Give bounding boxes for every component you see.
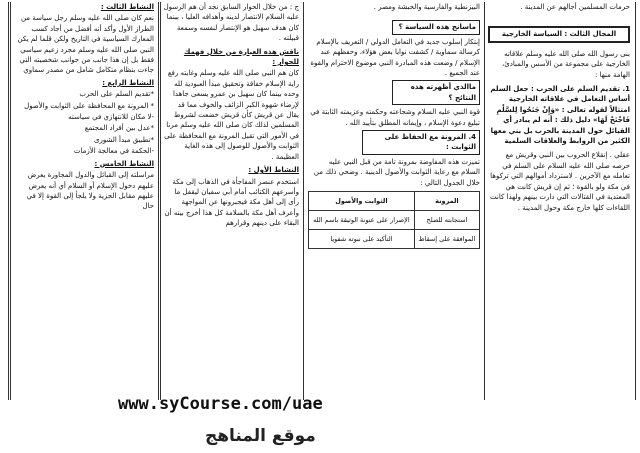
section-heading: 4. المرونة مع الحفاظ على الثوابت : [362,130,480,155]
table-header: الثوابت والأصول [309,192,415,211]
document-sheet [8,2,636,400]
text-line: حرمات المسلمين أجالهم عن المدينة . [520,3,630,11]
column-divider [158,2,161,400]
comparison-table [308,191,480,249]
column-left-center [163,2,299,400]
table-header: المرونة [414,192,479,211]
paragraph: عقلي . إنقلاع الحروب بين النبي وقريش مع حرصه صلى الله عليه السلام على السلم في تعامله مع الآخرين . لاسترداد أموالهم التي تركوها في مكة ولو بالقوة ؛ ثم إن قريش كانت هي المعتدية في القتالات التي دارت بينهم ولهذا كانت اللقاءات كلها خارج مكة وحول المدينة . [490,151,630,212]
paragraph: نعم كان صلى الله عليه وسلم رجل سياسة من الطراز الأول وأكد أنه أفضل من أجاد كسب المعارك السياسية في التاريخ ولكن قلما لم يكن النبي صلى الله عليه وسلم مجرد زعيم سياسي فقط بل إن هذا جانب من جوانب شخصيته التي جاءت بنظام متكامل شامل من مصدر سماوي [17,14,154,75]
column-divider [484,2,485,400]
activity-heading: النشاط الثالث : [100,3,154,11]
border-left [8,2,11,400]
table-cell: الموافقة على إسقاط [414,230,479,249]
column-right [488,2,630,400]
paragraph: كان هم النبي صلى الله عليه وسلم وغايته رفع راية الإسلام خفاقة وتحقيق مبدأ العبودية لله وحده بينما كان سهيل بن عمرو يسعى جاهدا لإرضاء شهوة الكبر الزائف والخوف مما قد يقال عن قريش كأن قريش خضعت لشروط المسلمين لذلك كان صلى الله عليه وسلم مرنا في الأمور التي تقبل المرونة مع المحافظة على الثوابت والأصول للوصول إلى هذه الغاية العظيمة . [164,69,299,161]
list-item: *تطبيق مبدأ الشورى [94,135,154,144]
list-item: *عدل بين أفراد المجتمع [84,124,154,133]
paragraph: قوة النبي عليه السلام وشجاعته وحكمته وعزيمته الثابتة في تبليغ دعوة الإسلام ، وإيمانه المطلق بتأييد الله . [310,108,480,127]
question-box: ماسانج هذه السياسة ؟ [392,20,480,34]
border-right [635,2,636,400]
paragraph: تميزت هذه المفاوضة بمرونة تامة من قبل النبي عليه السلام مع رعاية الثوابت والأصول الدينية . وضحي ذلك من خلال الجدول التالي : [313,157,480,187]
list-item: *تقديم السلم على الحرب [79,90,154,99]
table-cell: استجابته للصلح [414,211,479,230]
column-left [14,2,154,400]
column-middle [308,2,480,400]
paragraph: بنى رسول الله صلى الله عليه وسلم علاقاته الخارجية على مجموعة من الأسس والمبادئ، الهامة منها : [501,49,630,79]
question: ناقش هذه العبارة من خلال فهمك للحوار : [183,47,299,67]
table-cell: التأكيد على نبوته شفويا [309,230,415,249]
list-item: * المرونة مع المحافظة على الثوابت والأصول [24,101,154,110]
paragraph: ج : من خلال الحوار السابق نجد أن هم الرسول عليه السلام الانتصار لدينه وأهدافه العليا ، بينما كان هدف سهيل هو الإنتصار لنفسه وسمعة قبيلته . [163,3,299,43]
list-item: -الحكمة في معالجة الأزمات [73,147,154,156]
activity-heading: النشاط الرابع : [102,78,154,87]
activity-heading: النشاط الخامس : [94,159,154,168]
paragraph: 1. تقديم السلم على الحرب : جعل السلم أساس التعامل في علاقاته الخارجية امتثالاً لقوله تعالى : «وَإِنْ جَنَحُوا لِلسَّلْمِ فَاجْنَحْ لَهَا» دليل ذلك : أنه لم يبادر أي القبائل حول المدينة بالحرب بل بني معها الكثير من الروابط والعلاقات السلمية [490,85,630,146]
watermark-url: www.syCourse.com/uae [118,394,323,414]
table-cell: الإصرار على عنونة الوثيقة باسم الله [309,211,415,230]
column-divider [303,2,304,400]
paragraph: إبتكار إسلوب جديد في التعامل الدولي / التعريف بالإسلام كرسالة سماوية / كشفت نوايا بعض هؤلاء، وحفظهم عند الإسلام / وضعت هذه المبادرة النبي موضوع الاحترام والقوة عند الجميع . [310,37,480,78]
question-box: ماالذي أظهرته هذه النتائج ؟ [392,80,480,105]
activity-heading: النشاط الأول : [248,166,299,175]
list-item: -لا مكان للانتهازي في سياسته [68,113,154,122]
paragraph: استخدم عنصر المفاجأة في الذهاب إلى مكة وأسرعهم الكتائب أمام أبي سفيان ليقفل ما رأى إلى أهل مكة فيجبرونها عن المواجهة وأعرف أهل مكة بالسلامة كل هذا أخرج بيته أن البقاء على دينهم وقرارهم [164,177,299,228]
section-heading: المجال الثالث : السياسة الخارجية [488,26,630,42]
paragraph: مراسلته إلى القبائل والدول المجاورة يعرض عليهم دخول الإسلام أو السلام أي أنه يعرض عليهم مقابل الجزية ولا يلجأ إلى القوة إلا في حال [26,171,154,211]
site-name: موقع المناهج [205,426,316,446]
text-line: البيزنطية والفارسية والحبشة ومصر . [373,3,480,11]
